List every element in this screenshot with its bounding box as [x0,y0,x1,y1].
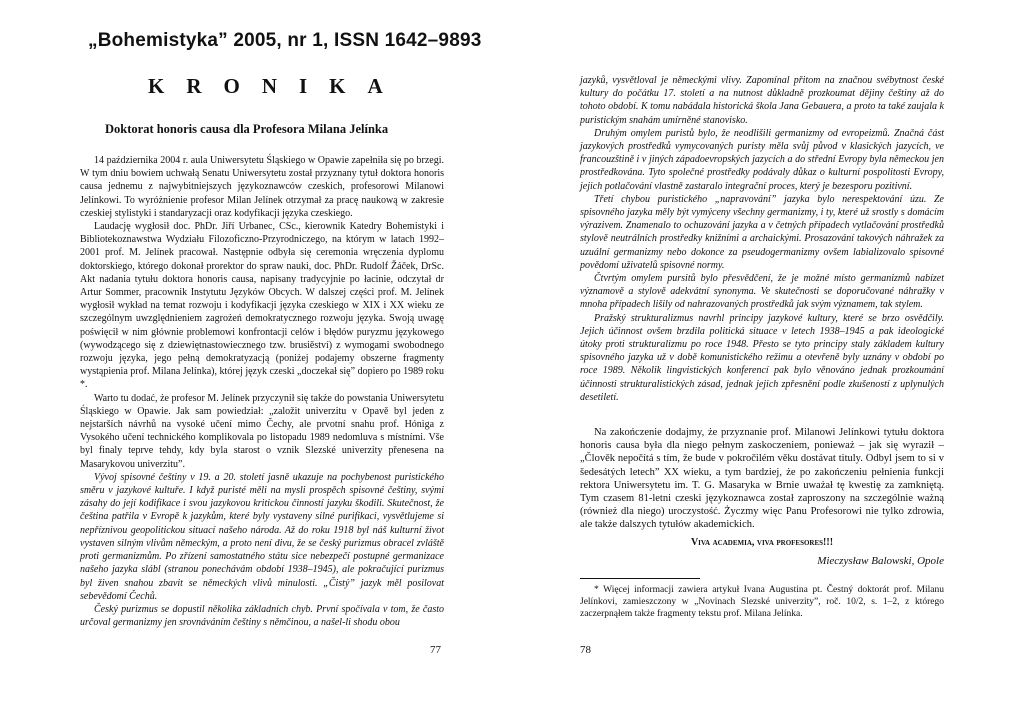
section-title: KRONIKA [148,74,405,98]
page-number-right: 78 [580,644,591,656]
quoted-paragraph: Třetí chybou puristického „napravování” jazyka bylo nerespektování úzu. Ze spisovného jazyka měly být vymýceny všechny germanizmy, i ty, které už srostly s domácím výrazivem. Znamenalo to ochuzování jazyka a v četných případech vytlačování prostředků stylově neutrálních prostředky knižními a archaickými. Prosazování takových náhražek za uzuální germanizmy nebo dokonce za pseudogermanizmy ovšem labializovalo spisovné povědomí uživatelů spisovné normy. [580,193,944,271]
closing-cheer: Viva academia, viva profesores!!! [690,536,834,548]
left-body-text [80,154,444,629]
footnote [580,584,944,620]
right-body-text [580,74,944,426]
closing-paragraph: Na zakończenie dodajmy, że przyznanie prof. Milanowi Jelínkowi tytułu doktora honoris causa była dla niego pełnym zaskoczeniem, ponieważ – jak się wyraził – „Člověk nepočítá s tím, že bude v pokročilém věku dostávat tituly. Odbyl jsem to si v šedesátých letech” XX wieku, a tym bardziej, że po zakończeniu pełnienia funkcji rektora Uniwersytetu im. T. G. Masaryka w Brnie uważał tę kwestię za zamkniętą. Tym czasem 81-letni czeski językoznawca został zaproszony na szczególnie ważną (również dla niego) uroczystość. Życzmy więc Panu Profesorowi nie tylko zdrowia, ale także dalszych tytułów akademickich. [580,427,944,531]
footnote-text: * Więcej informacji zawiera artykuł Ivana Augustina pt. Čestný doktorát prof. Milanu Jelínkovi, zamieszczony w „Novinach Slezské univerzity”, roč. 10/2, s. 1–2, z którego zaczerpnąłem także fragmenty tekstu prof. Milana Jelínka. [580,585,944,619]
signature: Mieczysław Balowski, Opole [817,554,944,567]
quoted-paragraph: jazyků, vysvětloval je německými vlivy. Zapomínal přitom na značnou svébytnost české kultury do počátku 17. století a na nutnost důkladně prozkoumat dějiny češtiny až do tohoto období. K tomu nabádala historická škola Jana Gebauera, a proto ta také zaujala k puristickým snahám umírněné stanovisko. [580,75,944,126]
journal-header: „Bohemistyka” 2005, nr 1, ISSN 1642–9893 [88,30,482,51]
paragraph: Warto tu dodać, że profesor M. Jelínek przyczynił się także do powstania Uniwersytetu Śląskiego w Opawie. Jak sam powiedział: „založit univerzitu v Opavě byl jeden z nejstarších návrhů na vysoké učení mimo Čechy, ale prvotní snahu prof. Hóniga z Vysokého učení technického komplikovala po listopadu 1989 nedomluva s místními. Vše byl finaly teprve tehdy, kdy byla starost o vznik Slezské univerzity přenesena na Masarykovou univerzitu”. [80,392,444,470]
quoted-paragraph: Druhým omylem puristů bylo, že neodlišili germanizmy od evropeizmů. Značná část jazykových prostředků vymycovaných puristy měla svůj původ v klasických jazycích, ve francouzštině i v jiných západoevropských jazycích a do střední Evropy byla německou jen prostředkována. Tyto společné prostředky podávaly důkaz o kulturní pospolitosti Evropy, jejich potlačování vlastně zastaralo integrační proces, který je bezesporu pozitivní. [580,127,944,192]
closing-section [580,426,944,568]
article-title: Doktorat honoris causa dla Profesora Milana Jelínka [105,122,389,136]
page-number-left: 77 [430,644,441,656]
quoted-paragraph: Pražský strukturalizmus navrhl principy jazykové kultury, které se brzo osvědčily. Jejich účinnost ovšem brzdila politická situace v letech 1938–1945 a pak ideologické útoky proti strukturalizmu po roce 1948. Přesto se tyto principy staly základem kultury spisovného jazyka už v době komunistického režimu a otevřeně byly uznány v období po roce 1989. Několik lingvistických konferencí pak bylo věnováno jednak prozkoumání účinnosti strukturalistických zásad, jednak jejich zpřesnění podle zkušeností z uplynulých desetiletí. [580,312,944,403]
quoted-paragraph: Český purizmus se dopustil několika základních chyb. První spočívala v tom, že často určoval germanizmy jen srovnáváním češtiny s němčinou, a našel-li shodu obou [80,603,444,629]
quoted-paragraph: Čtvrtým omylem pursitů bylo přesvědčení, že je možné místo germanizmů nabízet významově a stylově adekvátní synonyma. Ve skutečnosti se doporučované náhražky v mnoha případech lišily od nahrazovaných prostředků jak svým významem, tak stylem. [580,273,944,311]
quoted-paragraph: Vývoj spisovné češtiny v 19. a 20. století jasně ukazuje na pochybenost puristického směru v jazykové kultuře. I když puristé měli na mysli prospěch spisovné češtiny, svými zásahy do její kodifikace i svou jazykovou kritickou činností jazyku škodili. Skutečnost, že čeština patřila v Evropě k jazykům, které byly vystaveny silné purifikaci, vysvětlujeme si nepříznivou geopolitickou situací našeho národa. Až do roku 1918 byl náš kulturní život vystaven silným vlivům německým, a proto není divu, že se český purizmus obracel zvláště proti germanizmům. Po zřízení samostatného státu sice nebezpečí postupné germanizace našeho jazyka slábl (stranou ponechávám období 1938–1945), ale pokračující purizmus byl živen snahou zbavit se německých vlivů minulosti. „Čistý” jazyk měl posilovat sebevědomí Čechů. [80,471,444,602]
footnote-divider [580,578,700,579]
paragraph: 14 października 2004 r. aula Uniwersytetu Śląskiego w Opawie zapełniła się po brzegi. W tym dniu bowiem uchwałą Senatu Uniwersytetu został przyznany tytuł doktora honoris causa jednemu z najwybitniejszych językoznawców czeskich, profesorowi Milanowi Jelínkowi. To wyróżnienie profesor Milan Jelínek otrzymał za pracę naukową w zakresie czeskiej stylistyki i standaryzacji oraz kodyfikacji języka czeskiego. [80,155,444,219]
paragraph: Laudację wygłosił doc. PhDr. Jiří Urbanec, CSc., kierownik Katedry Bohemistyki i Bibliotekoznawstwa Wydziału Filozoficzno-Przyrodniczego, na którym w latach 1992–2001 prof. M. Jelínek pracował. Następnie odbyła się ceremonia wręczenia dyplomu doktorskiego, którego dokonał prorektor do spraw nauki, doc. PhDr. Rudolf Žáček, DrSc. Akt nadania tytułu doktora honoris causa, napisany tradycyjnie po łacinie, odczytał dr Artur Sommer, pracownik Instytutu Języków Obcych. W dalszej części prof. M. Jelínek wygłosił wykład na temat rozwoju i kodyfikacji języka czeskiego w XIX i XX wieku ze szczególnym uwzględnieniem zagrożeń demokratycznego rozwoju języka. Swoją uwagę poświęcił w nim głównie problemowi konfrontacji celów i błędów puryzmu językowego (wywodzącego się z dziewiętnastowiecznego tzw. brusiěství) z wymogami swobodnego rozwoju języka, jego pełną demokratyzacją (poniżej podajemy obszerne fragmenty wystąpienia prof. Milana Jelínka), której język czeski „doczekał się” dopiero po 1989 roku *. [80,221,444,391]
right-page [512,0,1024,725]
